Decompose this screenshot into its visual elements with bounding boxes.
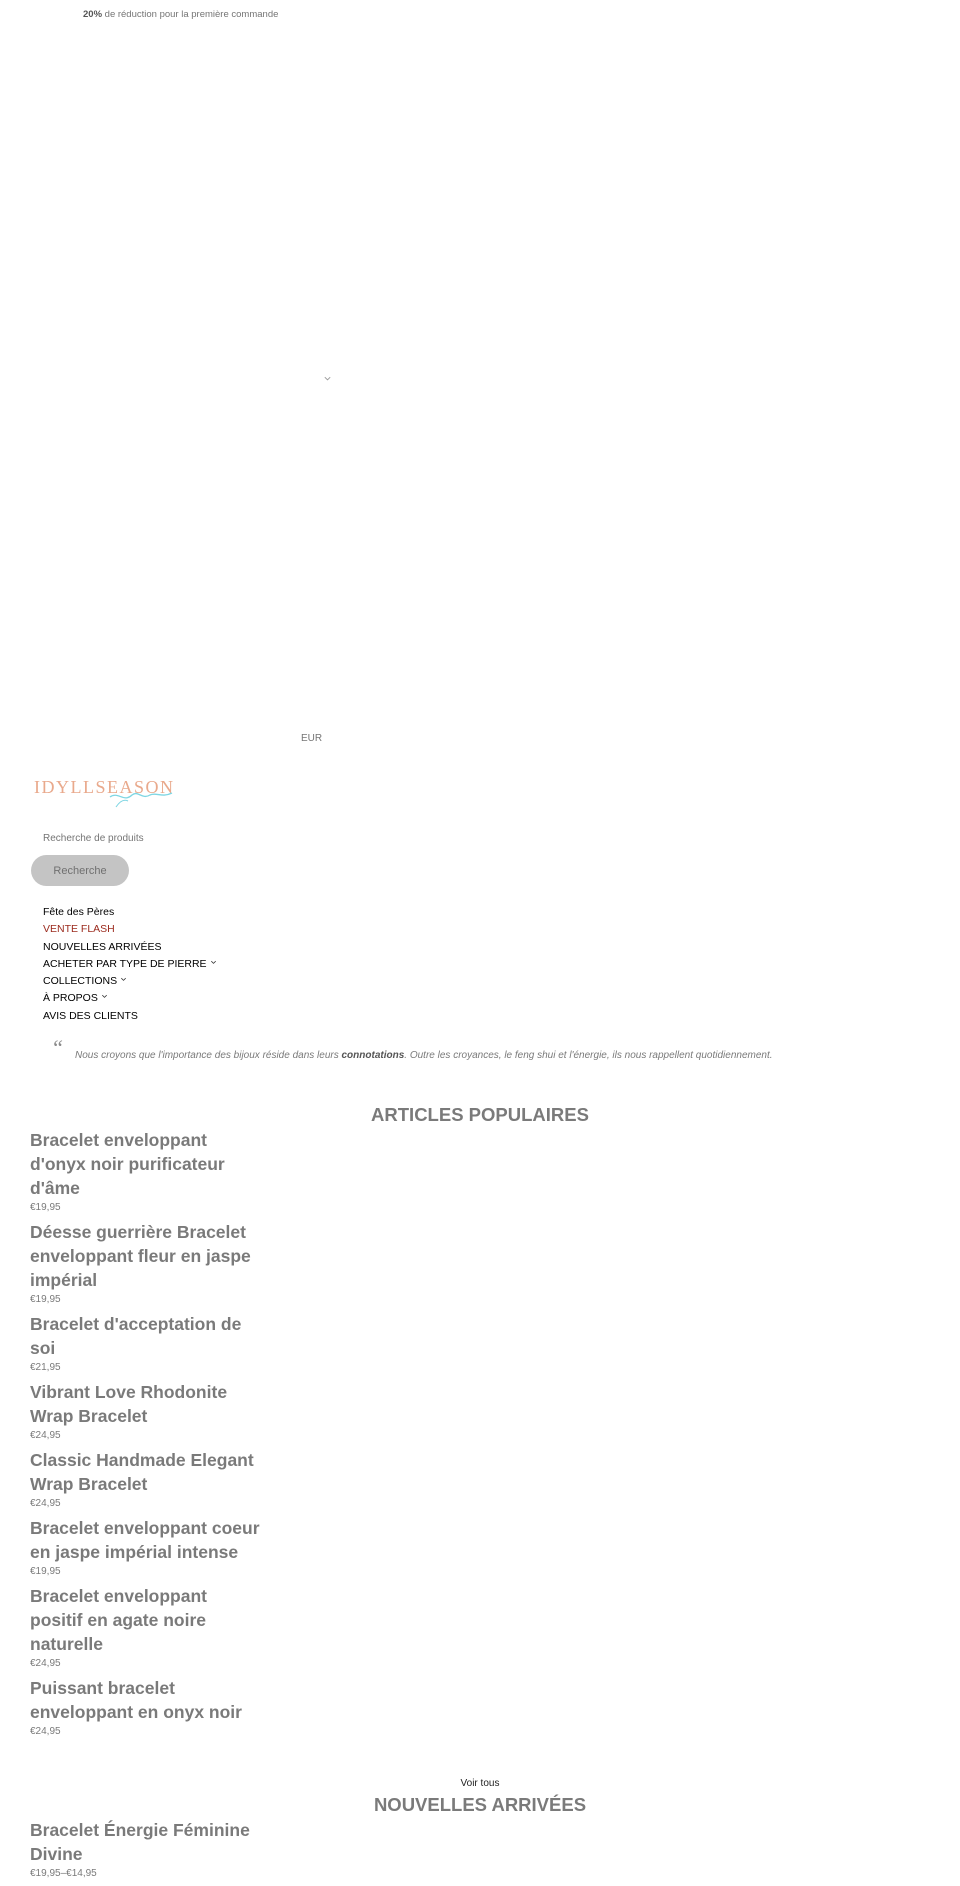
product-title[interactable]: Classic Handmade Elegant Wrap Bracelet [30, 1450, 254, 1494]
product-title[interactable]: Bracelet enveloppant coeur en jaspe impérial intense [30, 1518, 260, 1562]
quote-text-before: Nous croyons que l'importance des bijoux réside dans leurs [75, 1050, 342, 1061]
chevron-down-icon[interactable] [323, 374, 332, 383]
product-card[interactable] [30, 1676, 260, 1738]
chevron-down-icon [101, 993, 108, 1000]
search-input[interactable] [43, 833, 283, 844]
product-card[interactable] [30, 1220, 260, 1306]
nav-item-label: COLLECTIONS [43, 975, 118, 988]
product-price: €24,95 [30, 1430, 61, 1441]
new-arrivals-section-title: NOUVELLES ARRIVÉES [373, 1794, 587, 1815]
new-arrivals-product-list [30, 1818, 260, 1886]
product-card[interactable] [30, 1380, 260, 1442]
product-card[interactable] [30, 1584, 260, 1670]
nav-item-label: Fête des Pères [43, 906, 115, 918]
product-title[interactable]: Bracelet Énergie Féminine Divine [30, 1820, 250, 1864]
view-all-link[interactable]: Voir tous [460, 1778, 500, 1789]
product-card[interactable] [30, 1448, 260, 1510]
product-price: €19,95–€14,95 [30, 1868, 97, 1879]
promo-text: de réduction pour la première commande [102, 9, 279, 20]
nav-item-collections[interactable] [43, 975, 217, 992]
product-price: €19,95 [30, 1202, 61, 1213]
product-title[interactable]: Déesse guerrière Bracelet enveloppant fleur en jaspe impérial [30, 1222, 251, 1290]
product-title[interactable]: Puissant bracelet enveloppant en onyx noir [30, 1678, 242, 1722]
quote-mark-icon: “ [51, 1035, 64, 1060]
nav-item-label: À PROPOS [43, 992, 98, 1005]
quote-text-after: . Outre les croyances, le feng shui et l'énergie, ils nous rappellent quotidiennement. [404, 1050, 773, 1061]
popular-section-title: ARTICLES POPULAIRES [371, 1104, 589, 1125]
popular-product-list [30, 1128, 260, 1744]
product-price: €24,95 [30, 1658, 61, 1669]
product-price: €19,95 [30, 1294, 61, 1305]
promo-discount: 20% [83, 9, 103, 20]
product-price: €24,95 [30, 1726, 61, 1737]
main-nav [43, 906, 217, 1027]
product-card[interactable] [30, 1516, 260, 1578]
svg-text:IDYLLSEASON: IDYLLSEASON [34, 777, 175, 797]
quote-emphasis: connotations [341, 1050, 405, 1061]
product-title[interactable]: Bracelet enveloppant d'onyx noir purificateur d'âme [30, 1130, 225, 1198]
brand-logo[interactable] [32, 773, 182, 813]
nav-item-label: ACHETER PAR TYPE DE PIERRE [43, 957, 207, 970]
nav-item-fete-des-peres[interactable] [43, 906, 217, 923]
chevron-down-icon [210, 959, 217, 966]
nav-item-a-propos[interactable] [43, 992, 217, 1009]
promo-banner [83, 9, 278, 20]
product-card[interactable] [30, 1312, 260, 1374]
product-title[interactable]: Bracelet enveloppant positif en agate noire naturelle [30, 1586, 207, 1654]
nav-item-label: VENTE FLASH [43, 923, 115, 936]
nav-item-nouvelles-arrivees[interactable] [43, 941, 217, 958]
currency-selector[interactable]: EUR [301, 733, 323, 744]
search-button[interactable]: Recherche [31, 855, 129, 886]
product-title[interactable]: Bracelet d'acceptation de soi [30, 1314, 242, 1358]
product-price: €19,95 [30, 1566, 61, 1577]
brand-quote [75, 1050, 773, 1061]
product-card[interactable] [30, 1818, 260, 1880]
nav-item-avis-des-clients[interactable] [43, 1010, 217, 1027]
nav-item-vente-flash[interactable] [43, 923, 217, 940]
product-card[interactable] [30, 1128, 260, 1214]
chevron-down-icon [120, 976, 127, 983]
product-price: €24,95 [30, 1498, 61, 1509]
nav-item-label: NOUVELLES ARRIVÉES [43, 940, 162, 953]
product-price: €21,95 [30, 1362, 61, 1373]
product-title[interactable]: Vibrant Love Rhodonite Wrap Bracelet [30, 1382, 228, 1426]
nav-item-label: AVIS DES CLIENTS [43, 1009, 138, 1022]
nav-item-type-de-pierre[interactable] [43, 958, 217, 975]
